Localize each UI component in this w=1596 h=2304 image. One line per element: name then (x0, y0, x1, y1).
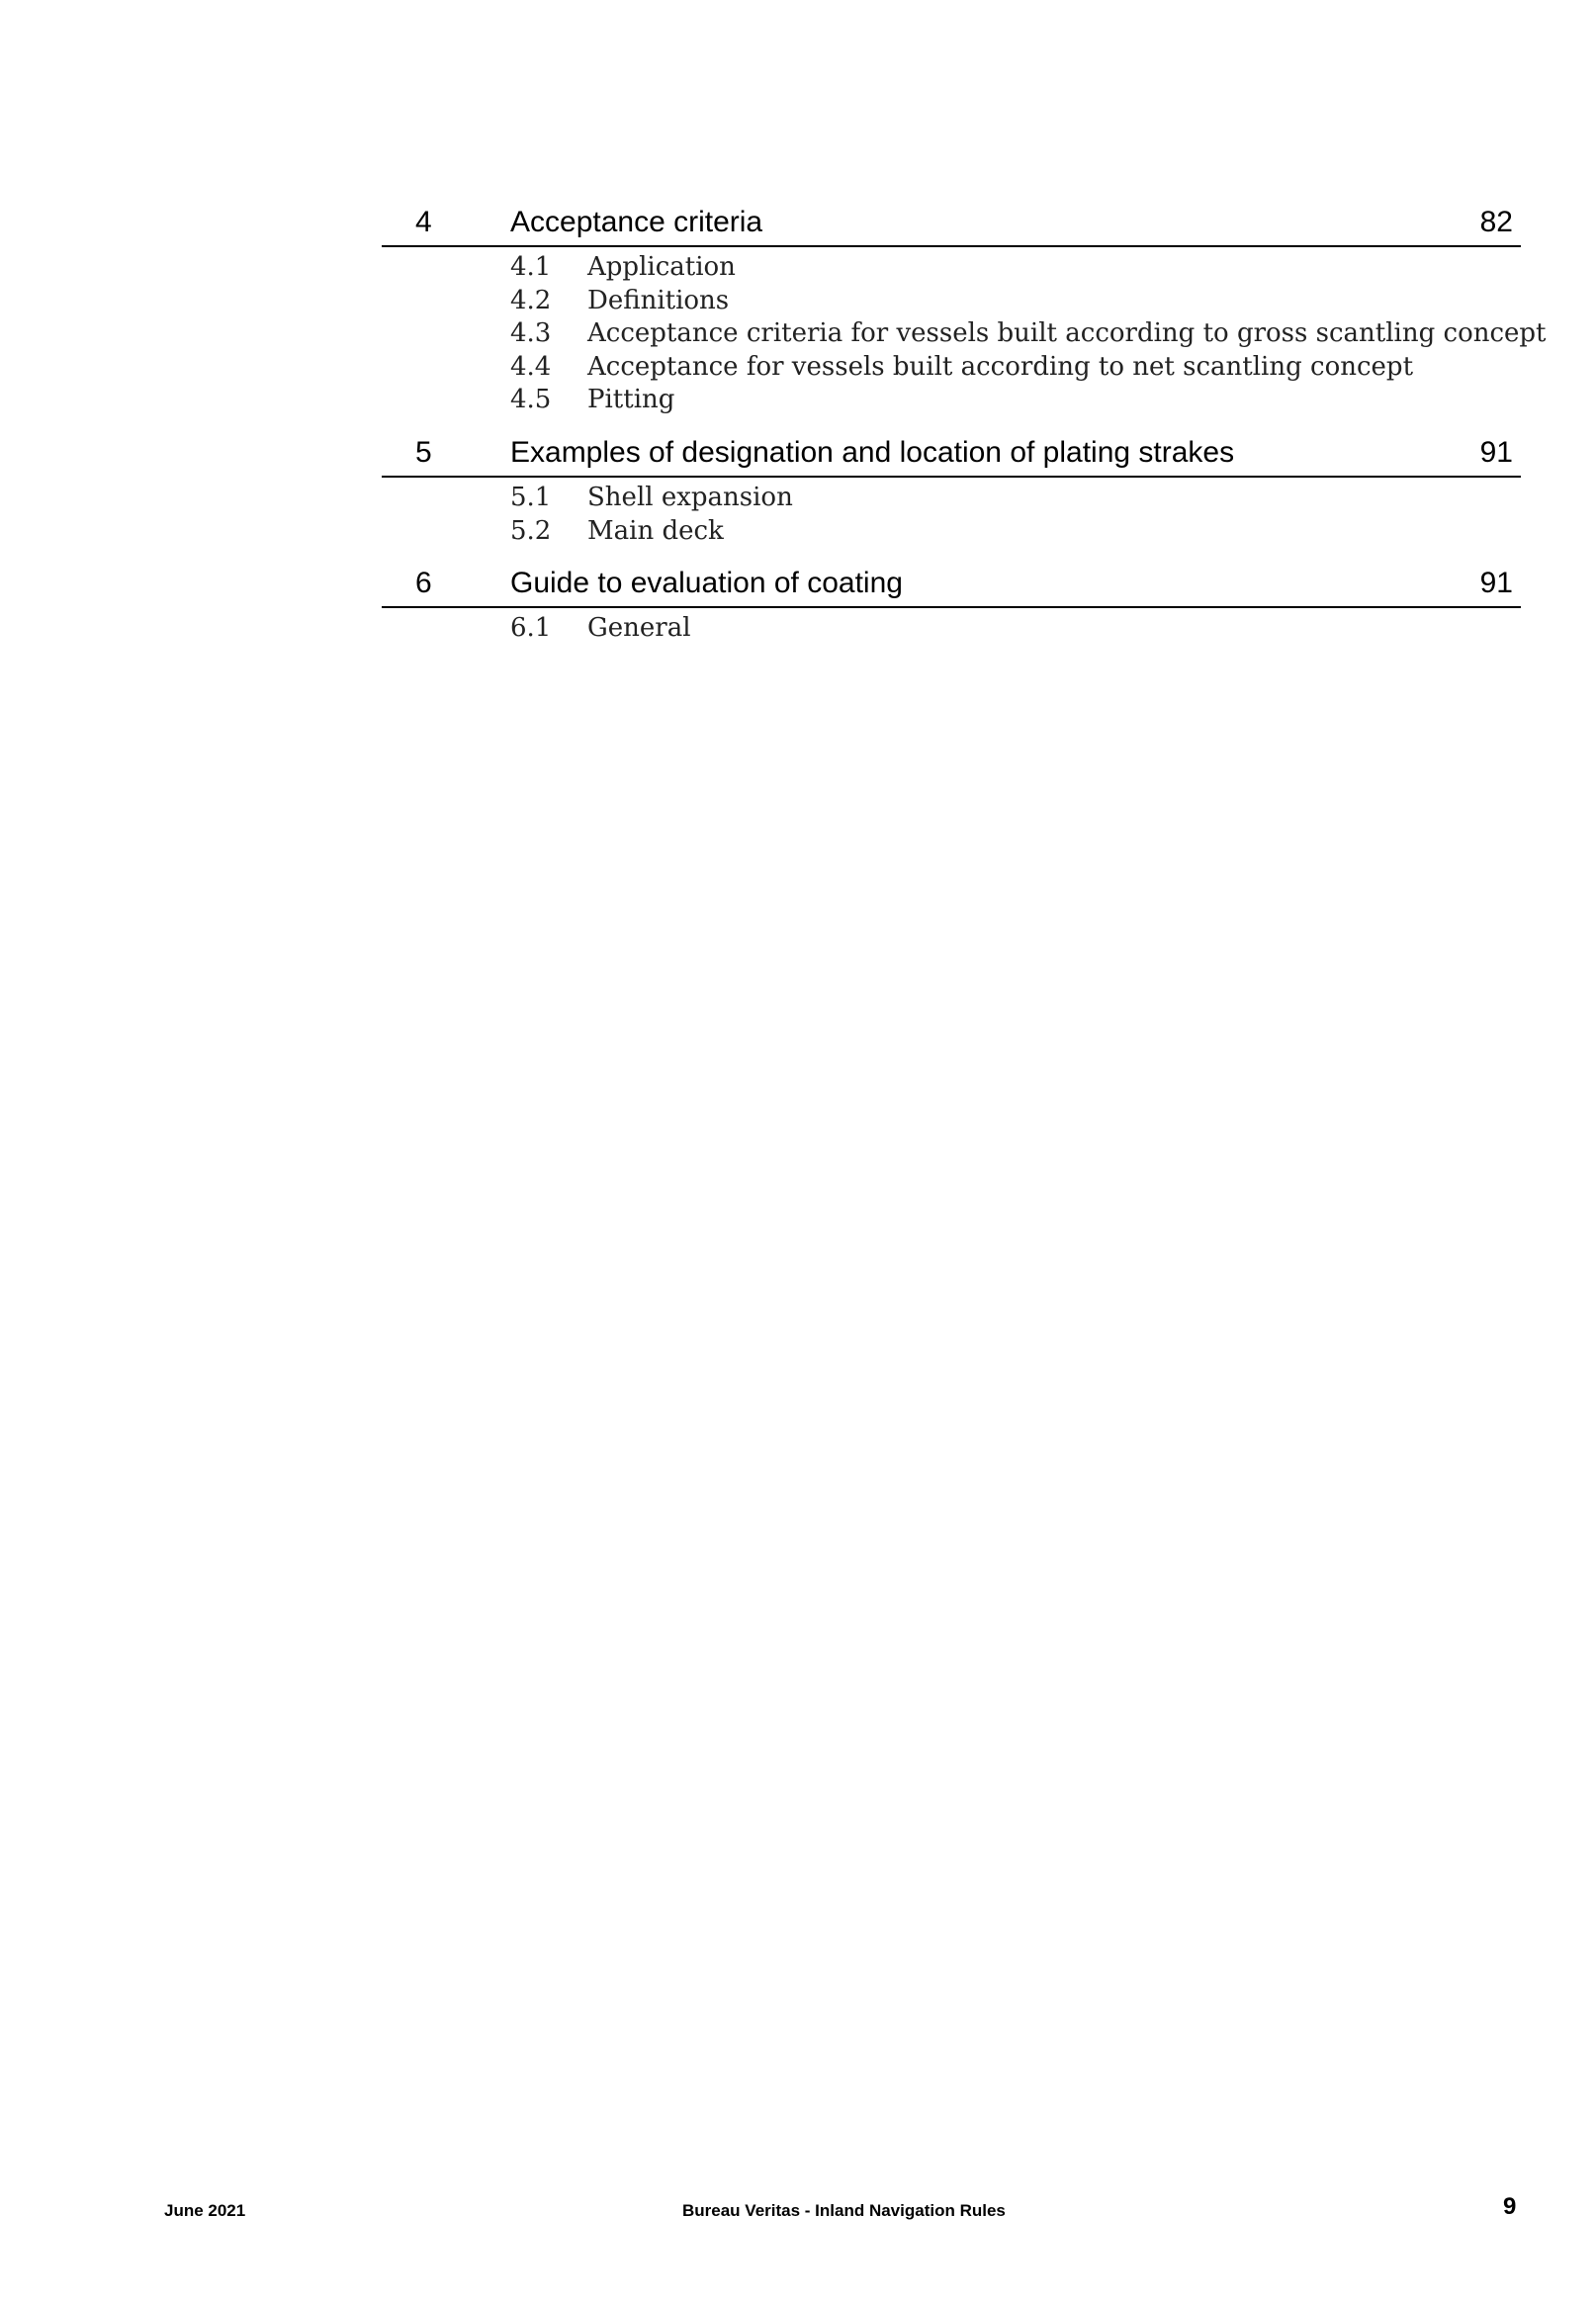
section-number: 6 (415, 567, 432, 599)
section-heading[interactable] (382, 204, 1521, 247)
subsection-title: Main deck (587, 515, 724, 546)
subsection-item[interactable] (382, 384, 1521, 417)
toc-section-4 (382, 204, 1547, 417)
subsection-number: 4.3 (510, 318, 552, 348)
section-title: Acceptance criteria (510, 206, 763, 238)
section-page-number: 91 (1479, 567, 1513, 599)
toc-section-6 (382, 565, 1521, 646)
section-page-number: 82 (1479, 206, 1513, 238)
page-footer (0, 2189, 1596, 2229)
section-title: Guide to evaluation of coating (510, 567, 903, 599)
subsection-number: 4.5 (510, 385, 552, 414)
subsection-list (382, 482, 1521, 548)
subsection-item[interactable] (382, 251, 1521, 285)
section-heading[interactable] (382, 565, 1521, 608)
section-page-number: 91 (1479, 436, 1513, 469)
subsection-number: 4.2 (510, 285, 552, 315)
subsection-title: Shell expansion (587, 483, 793, 512)
subsection-item[interactable] (382, 351, 1521, 385)
subsection-title: General (587, 613, 691, 643)
subsection-item[interactable] (382, 515, 1521, 549)
footer-date: June 2021 (164, 2201, 246, 2220)
subsection-title: Acceptance criteria for vessels built according to gross scantling concept (587, 318, 1547, 348)
section-heading[interactable] (382, 434, 1521, 478)
subsection-number: 6.1 (510, 613, 552, 643)
subsection-number: 5.1 (510, 483, 552, 512)
subsection-list (382, 251, 1547, 417)
subsection-number: 5.2 (510, 515, 552, 546)
section-title: Examples of designation and location of plating strakes (510, 436, 1235, 469)
subsection-list (382, 612, 1521, 646)
subsection-title: Application (587, 252, 736, 282)
subsection-number: 4.4 (510, 351, 552, 382)
subsection-item[interactable] (382, 612, 1521, 646)
footer-page-number: 9 (1503, 2193, 1517, 2220)
subsection-title: Definitions (587, 285, 730, 315)
subsection-number: 4.1 (510, 252, 552, 282)
toc-section-5 (382, 434, 1521, 548)
subsection-item[interactable] (382, 482, 1521, 515)
footer-publication-title: Bureau Veritas - Inland Navigation Rules (682, 2201, 1006, 2220)
subsection-item[interactable] (382, 285, 1521, 318)
section-number: 4 (415, 206, 432, 238)
subsection-item[interactable] (382, 317, 1547, 351)
subsection-title: Acceptance for vessels built according to net scantling concept (587, 351, 1414, 382)
section-number: 5 (415, 436, 432, 469)
subsection-title: Pitting (587, 385, 675, 414)
